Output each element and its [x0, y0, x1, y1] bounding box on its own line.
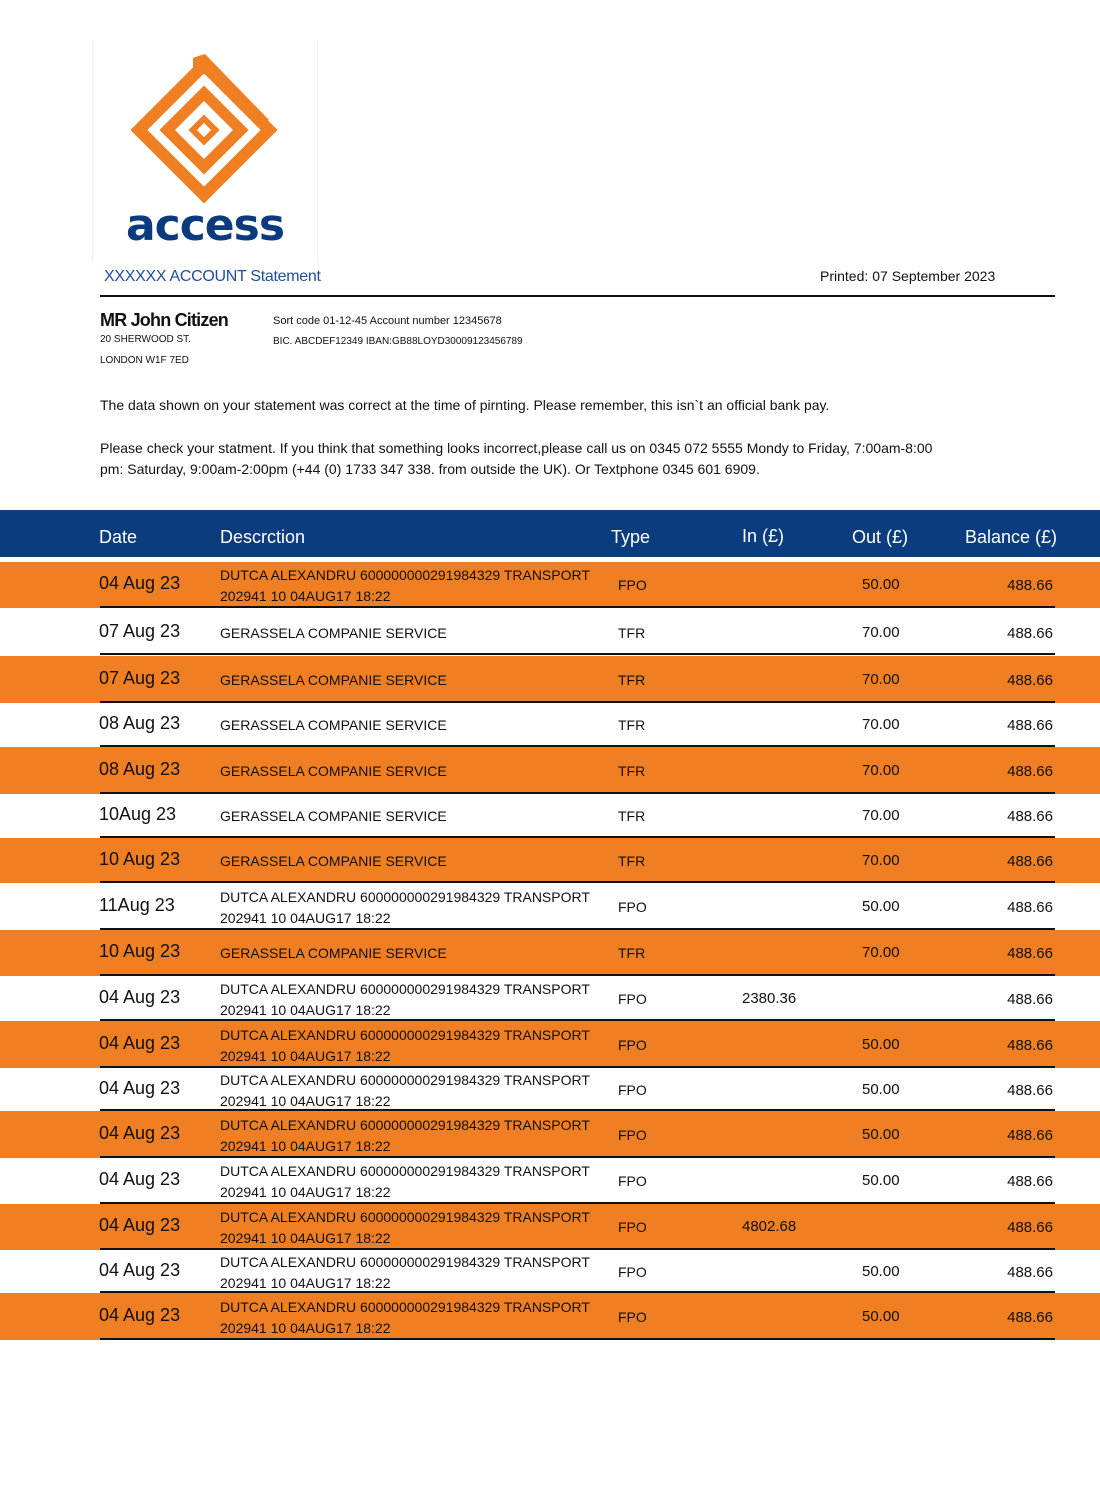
row-out: 70.00: [862, 671, 900, 688]
row-description: [220, 887, 600, 929]
row-type: TFR: [618, 625, 646, 641]
row-type: FPO: [618, 1219, 647, 1235]
row-date: 10 Aug 23: [99, 849, 181, 869]
row-description-line1: GERASSELA COMPANIE SERVICE: [220, 808, 447, 824]
row-description: [220, 670, 600, 691]
row-type: TFR: [618, 853, 646, 869]
customer-name: MR John Citizen: [100, 310, 228, 330]
table-row: [0, 1158, 1100, 1204]
row-out: 70.00: [862, 762, 900, 779]
row-in: 2380.36: [742, 990, 797, 1007]
row-date: 04 Aug 23: [99, 987, 181, 1007]
row-description-line2: 202941 10 04AUG17 18:22: [220, 1138, 391, 1154]
row-description-line1: GERASSELA COMPANIE SERVICE: [220, 625, 447, 641]
row-type: FPO: [618, 899, 647, 915]
row-divider: [100, 606, 1055, 608]
row-type: FPO: [618, 1309, 647, 1325]
printed-label: Printed:: [820, 268, 869, 284]
bank-codes: BIC. ABCDEF12349 IBAN:GB88LOYD30009123456789: [273, 336, 523, 347]
account-details: Sort code 01-12-45 Account number 12345678: [273, 315, 502, 327]
row-description-line1: DUTCA ALEXANDRU 600000000291984329 TRANSPORT: [220, 981, 590, 997]
row-description-line2: 202941 10 04AUG17 18:22: [220, 1002, 391, 1018]
row-balance: 488.66: [1007, 853, 1053, 870]
row-balance: 488.66: [1007, 1037, 1053, 1054]
row-description-line1: DUTCA ALEXANDRU 600000000291984329 TRANSPORT: [220, 1163, 590, 1179]
row-description-line2: 202941 10 04AUG17 18:22: [220, 1048, 391, 1064]
table-row: [0, 930, 1100, 976]
row-balance: 488.66: [1007, 808, 1053, 825]
row-out: 50.00: [862, 1308, 900, 1325]
row-balance: 488.66: [1007, 577, 1053, 594]
row-balance: 488.66: [1007, 672, 1053, 689]
row-date: 04 Aug 23: [99, 1260, 181, 1280]
row-date: 04 Aug 23: [99, 1033, 181, 1053]
row-balance: 488.66: [1007, 1127, 1053, 1144]
row-type: TFR: [618, 717, 646, 733]
row-out: 70.00: [862, 852, 900, 869]
diamond-logo-icon: [93, 40, 317, 210]
customer-address-line1: 20 SHERWOOD ST.: [100, 334, 191, 345]
row-date: 10 Aug 23: [99, 941, 181, 961]
row-balance: 488.66: [1007, 625, 1053, 642]
row-description: [220, 1070, 600, 1112]
row-in: 4802.68: [742, 1218, 797, 1235]
table-row: [0, 1293, 1100, 1340]
row-description-line2: 202941 10 04AUG17 18:22: [220, 1184, 391, 1200]
row-description: [220, 1115, 600, 1157]
row-date: 04 Aug 23: [99, 1215, 181, 1235]
row-type: FPO: [618, 1264, 647, 1280]
table-row: [0, 976, 1100, 1021]
row-description-line2: 202941 10 04AUG17 18:22: [220, 1275, 391, 1291]
table-row: [0, 610, 1100, 655]
row-balance: 488.66: [1007, 1219, 1053, 1236]
row-date: 04 Aug 23: [99, 1169, 181, 1189]
row-balance: 488.66: [1007, 1173, 1053, 1190]
row-date: 08 Aug 23: [99, 713, 181, 733]
row-date: 04 Aug 23: [99, 1123, 181, 1143]
row-description-line2: 202941 10 04AUG17 18:22: [220, 1320, 391, 1336]
row-divider: [100, 1338, 1055, 1340]
row-description: [220, 979, 600, 1021]
row-balance: 488.66: [1007, 717, 1053, 734]
row-description: [220, 1252, 600, 1294]
row-date: 10Aug 23: [99, 804, 177, 824]
row-description: [220, 806, 600, 827]
col-out: Out (£): [852, 527, 909, 547]
col-balance: Balance (£): [965, 527, 1058, 547]
table-row: [0, 794, 1100, 838]
row-balance: 488.66: [1007, 899, 1053, 916]
table-row: [0, 883, 1100, 930]
row-description-line2: 202941 10 04AUG17 18:22: [220, 910, 391, 926]
row-description: [220, 715, 600, 736]
row-description: [220, 1161, 600, 1203]
row-out: 50.00: [862, 1126, 900, 1143]
row-balance: 488.66: [1007, 1264, 1053, 1281]
printed-value: 07 September 2023: [872, 268, 996, 284]
contact-notice: Please check your statment. If you think that something looks incorrect,please call us on 0345 072 5555 Mondy to Friday, 7:00am-8:00 pm: Saturday, 9:00am-2:00pm (+44 (0) 1733 347 338. from outside the UK). Or Textphone 0345 601 6909.: [100, 440, 933, 477]
row-balance: 488.66: [1007, 991, 1053, 1008]
statement-title: XXXXXX ACCOUNT Statement: [104, 268, 321, 285]
row-out: 50.00: [862, 1263, 900, 1280]
row-out: 50.00: [862, 1036, 900, 1053]
table-row: [0, 703, 1100, 747]
col-in: In (£): [742, 526, 785, 546]
row-description: [220, 623, 600, 644]
row-description-line1: DUTCA ALEXANDRU 600000000291984329 TRANSPORT: [220, 1254, 590, 1270]
col-description: Descrction: [220, 527, 306, 547]
row-description-line1: GERASSELA COMPANIE SERVICE: [220, 763, 447, 779]
row-type: FPO: [618, 1082, 647, 1098]
row-balance: 488.66: [1007, 1082, 1053, 1099]
row-out: 50.00: [862, 898, 900, 915]
row-description: [220, 943, 600, 964]
table-row: [0, 1021, 1100, 1068]
customer-address-line2: LONDON W1F 7ED: [100, 355, 189, 366]
row-divider: [100, 653, 1055, 655]
row-type: TFR: [618, 945, 646, 961]
row-description-line1: DUTCA ALEXANDRU 600000000291984329 TRANSPORT: [220, 1299, 590, 1315]
table-row: [0, 1204, 1100, 1250]
row-description-line1: DUTCA ALEXANDRU 600000000291984329 TRANSPORT: [220, 889, 590, 905]
row-description-line2: 202941 10 04AUG17 18:22: [220, 1093, 391, 1109]
row-description-line1: GERASSELA COMPANIE SERVICE: [220, 717, 447, 733]
table-row: [0, 562, 1100, 608]
row-balance: 488.66: [1007, 945, 1053, 962]
row-description: [220, 1025, 600, 1067]
row-out: 70.00: [862, 624, 900, 641]
row-description: [220, 851, 600, 872]
row-type: TFR: [618, 672, 646, 688]
row-date: 08 Aug 23: [99, 759, 181, 779]
row-out: 70.00: [862, 944, 900, 961]
row-type: FPO: [618, 991, 647, 1007]
row-type: FPO: [618, 1173, 647, 1189]
table-row: [0, 1068, 1100, 1111]
row-description: [220, 1297, 600, 1339]
row-balance: 488.66: [1007, 763, 1053, 780]
row-balance: 488.66: [1007, 1309, 1053, 1326]
printed-date: [820, 268, 995, 284]
table-row: [0, 1250, 1100, 1293]
row-date: 04 Aug 23: [99, 1078, 181, 1098]
row-out: 50.00: [862, 1172, 900, 1189]
row-description: [220, 565, 600, 607]
row-description-line1: GERASSELA COMPANIE SERVICE: [220, 945, 447, 961]
row-out: 50.00: [862, 1081, 900, 1098]
row-date: 11Aug 23: [99, 895, 175, 915]
row-description-line1: DUTCA ALEXANDRU 600000000291984329 TRANSPORT: [220, 1209, 590, 1225]
table-row: [0, 838, 1100, 883]
row-description-line1: DUTCA ALEXANDRU 600000000291984329 TRANSPORT: [220, 1117, 590, 1133]
header-divider: [100, 295, 1055, 297]
row-date: 04 Aug 23: [99, 573, 181, 593]
row-date: 07 Aug 23: [99, 668, 181, 688]
row-description-line1: GERASSELA COMPANIE SERVICE: [220, 672, 447, 688]
accuracy-notice: The data shown on your statement was correct at the time of pirnting. Please remember, this isn`t an official bank pay.: [100, 397, 830, 413]
row-date: 07 Aug 23: [99, 621, 181, 641]
row-date: 04 Aug 23: [99, 1305, 181, 1325]
table-row: [0, 656, 1100, 703]
table-header: [0, 510, 1100, 557]
row-description: [220, 1207, 600, 1249]
row-description-line1: DUTCA ALEXANDRU 600000000291984329 TRANSPORT: [220, 567, 590, 583]
bank-logo: [92, 40, 318, 262]
row-description-line1: DUTCA ALEXANDRU 600000000291984329 TRANSPORT: [220, 1072, 590, 1088]
table-row: [0, 1111, 1100, 1158]
col-date: Date: [99, 527, 138, 547]
row-out: 50.00: [862, 576, 900, 593]
row-out: 70.00: [862, 716, 900, 733]
col-type: Type: [611, 527, 651, 547]
row-type: FPO: [618, 577, 647, 593]
table-row: [0, 747, 1100, 794]
row-type: FPO: [618, 1127, 647, 1143]
row-type: TFR: [618, 808, 646, 824]
brand-wordmark: access: [125, 200, 285, 251]
row-description-line1: GERASSELA COMPANIE SERVICE: [220, 853, 447, 869]
row-description-line1: DUTCA ALEXANDRU 600000000291984329 TRANSPORT: [220, 1027, 590, 1043]
row-description-line2: 202941 10 04AUG17 18:22: [220, 1230, 391, 1246]
row-type: TFR: [618, 763, 646, 779]
row-out: 70.00: [862, 807, 900, 824]
row-description-line2: 202941 10 04AUG17 18:22: [220, 588, 391, 604]
row-type: FPO: [618, 1037, 647, 1053]
row-description: [220, 761, 600, 782]
